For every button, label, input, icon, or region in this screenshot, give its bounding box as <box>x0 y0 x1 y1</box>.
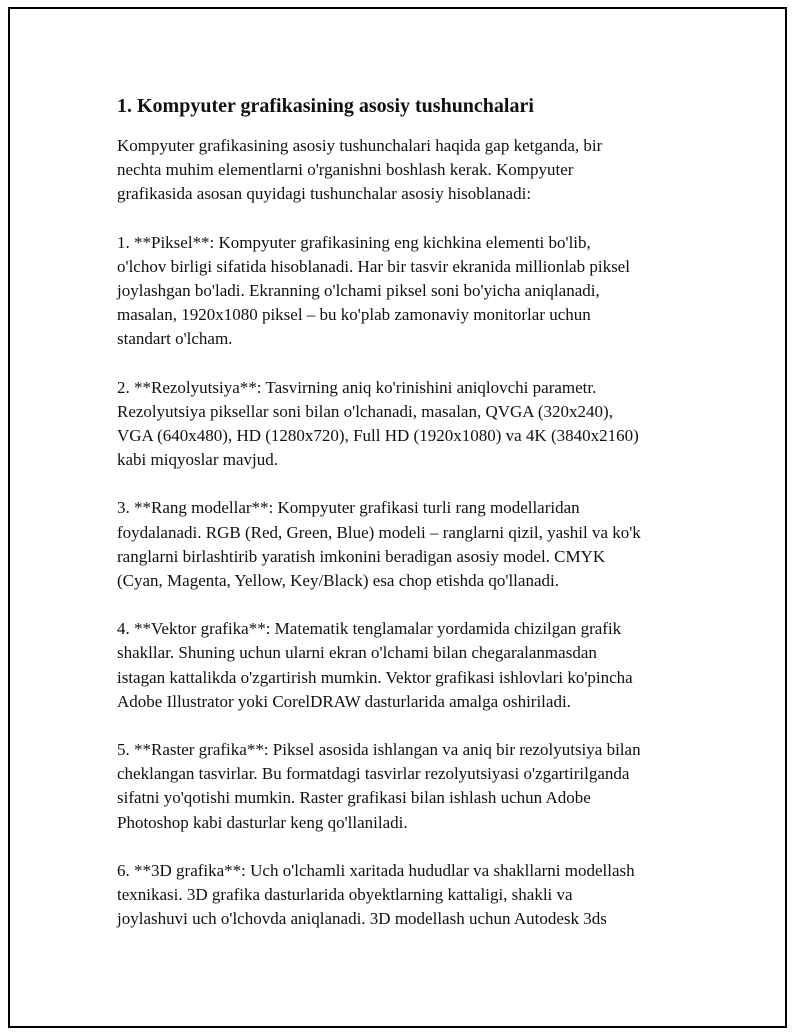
text-line: 6. **3D grafika**: Uch o'lchamli xaritada hududlar va shakllarni modellash <box>117 860 635 880</box>
3d-graphics-paragraph <box>117 859 717 932</box>
text-line: texnikasi. 3D grafika dasturlarida obyektlarning kattaligi, shakli va <box>117 885 573 905</box>
text-line: nechta muhim elementlarni o'rganishni boshlash kerak. Kompyuter <box>117 160 574 180</box>
text-line: 2. **Rezolyutsiya**: Tasvirning aniq ko'rinishini aniqlovchi parametr. <box>117 377 597 397</box>
text-line: shakllar. Shuning uchun ularni ekran o'lchami bilan chegaralanmasdan <box>117 643 597 663</box>
text-line: joylashgan bo'ladi. Ekranning o'lchami piksel soni bo'yicha aniqlanadi, <box>117 281 600 301</box>
text-line: sifatni yo'qotishi mumkin. Raster grafikasi bilan ishlash uchun Adobe <box>117 788 591 808</box>
color-models-paragraph <box>117 496 717 593</box>
resolution-paragraph <box>117 376 717 473</box>
text-line: o'lchov birligi sifatida hisoblanadi. Har bir tasvir ekranida millionlab piksel <box>117 256 630 276</box>
pixel-paragraph <box>117 231 717 352</box>
text-line: Photoshop kabi dasturlar keng qo'llaniladi. <box>117 812 408 832</box>
text-line: kabi miqyoslar mavjud. <box>117 450 279 470</box>
text-line: Adobe Illustrator yoki CorelDRAW dasturlarida amalga oshiriladi. <box>117 691 571 711</box>
text-line: istagan kattalikda o'zgartirish mumkin. Vektor grafikasi ishlovlari ko'pincha <box>117 667 633 687</box>
text-line: ranglarni birlashtirib yaratish imkonini beradigan asosiy model. CMYK <box>117 546 606 566</box>
text-line: VGA (640x480), HD (1280x720), Full HD (1920x1080) va 4K (3840x2160) <box>117 426 639 446</box>
vector-graphics-paragraph <box>117 617 717 714</box>
text-line: Rezolyutsiya piksellar soni bilan o'lchanadi, masalan, QVGA (320x240), <box>117 401 613 421</box>
intro-paragraph <box>117 134 717 207</box>
text-line: foydalanadi. RGB (Red, Green, Blue) modeli – ranglarni qizil, yashil va ko'k <box>117 522 641 542</box>
text-line: 5. **Raster grafika**: Piksel asosida ishlangan va aniq bir rezolyutsiya bilan <box>117 740 641 760</box>
text-line: standart o'lcham. <box>117 329 233 349</box>
text-line: (Cyan, Magenta, Yellow, Key/Black) esa chop etishda qo'llanadi. <box>117 571 559 591</box>
document-body <box>117 92 717 955</box>
text-line: grafikasida asosan quyidagi tushunchalar asosiy hisoblanadi: <box>117 184 532 204</box>
text-line: 4. **Vektor grafika**: Matematik tenglamalar yordamida chizilgan grafik <box>117 619 622 639</box>
text-line: masalan, 1920x1080 piksel – bu ko'plab zamonaviy monitorlar uchun <box>117 305 591 325</box>
text-line: 1. **Piksel**: Kompyuter grafikasining eng kichkina elementi bo'lib, <box>117 232 591 252</box>
text-line: 3. **Rang modellar**: Kompyuter grafikasi turli rang modellaridan <box>117 498 580 518</box>
text-line: joylashuvi uch o'lchovda aniqlanadi. 3D modellash uchun Autodesk 3ds <box>117 909 607 929</box>
text-line: cheklangan tasvirlar. Bu formatdagi tasvirlar rezolyutsiyasi o'zgartirilganda <box>117 764 630 784</box>
text-line: Kompyuter grafikasining asosiy tushunchalari haqida gap ketganda, bir <box>117 136 603 155</box>
raster-graphics-paragraph <box>117 738 717 835</box>
section-heading: 1. Kompyuter grafikasining asosiy tushunchalari <box>117 95 534 117</box>
